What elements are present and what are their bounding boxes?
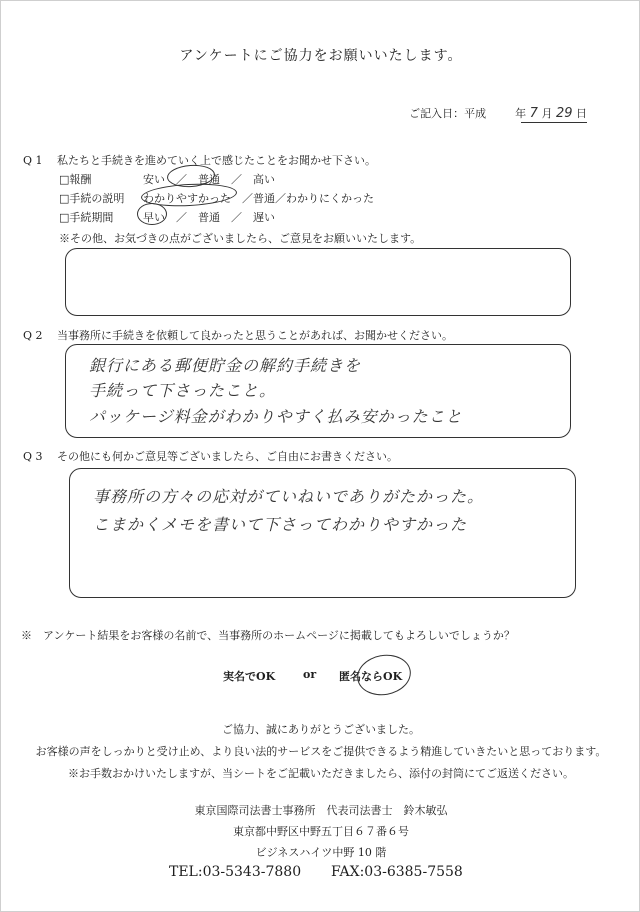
thanks-line: ご協力、誠にありがとうございました。	[222, 723, 420, 736]
option-anonymous[interactable]: 匿名ならOK	[339, 670, 403, 683]
q1-note: ※その他、お気づきの点がございましたら、ご意見をお願いいたします。	[59, 232, 422, 245]
q1-row-period	[59, 209, 275, 225]
q3-answer-line: こまかくメモを書いて下さってわかりやすかった	[93, 515, 468, 534]
q1-row-fee-name: □報酬	[59, 173, 92, 186]
thanks-line: お客様の声をしっかりと受け止め、より良い法的サービスをご提供できるよう精進していきたいと思っております。	[35, 745, 607, 758]
thanks-line: ※お手数おかけいたしますが、当シートをご記載いただきましたら、添付の封筒にてご返送ください。	[68, 767, 574, 780]
date-day-unit: 日	[576, 107, 587, 120]
q2-label: Q 2	[23, 329, 43, 342]
entry-date	[409, 105, 587, 121]
q1-comment-box[interactable]	[65, 248, 571, 316]
consent-answer-circle	[354, 651, 414, 700]
q1-row-period-options: 早い ／ 普通 ／ 遅い	[143, 211, 275, 224]
q1-text: 私たちと手続きを進めていく上で感じたことをお聞かせ下さい。	[57, 154, 376, 167]
option-real-name[interactable]: 実名でOK	[223, 670, 276, 683]
date-day: 29	[555, 106, 573, 121]
q2-answer-line: パッケージ料金がわかりやすく払み安かったこと	[89, 407, 463, 426]
q1-row-explanation-name: □手続の説明	[59, 192, 125, 205]
q3-question	[23, 448, 398, 464]
q2-answer-line: 手続って下さったこと。	[89, 381, 277, 400]
office-name: 東京国際司法書士事務所 代表司法書士 鈴木敏弘	[194, 804, 448, 817]
office-address: 東京都中野区中野五丁目６７番６号	[233, 825, 409, 838]
page-title: アンケートにご協力をお願いいたします。	[179, 48, 463, 64]
q1-label: Q 1	[23, 154, 43, 167]
q3-answer-line: 事務所の方々の応対がていねいでありがたかった。	[93, 487, 485, 506]
consent-question: ※ アンケート結果をお客様の名前で、当事務所のホームページに掲載してもよろしいでしょうか？	[21, 629, 515, 642]
office-fax: FAX:03-6385-7558	[331, 864, 463, 880]
q2-answer-line: 銀行にある郵便貯金の解約手続きを	[89, 356, 362, 375]
q1-row-fee-options: 安い ／ 普通 ／ 高い	[143, 173, 275, 186]
office-building: ビジネスハイツ中野 10 階	[255, 846, 387, 859]
date-month: 7	[529, 106, 538, 121]
q3-label: Q 3	[23, 450, 43, 463]
q2-text: 当事務所に手続きを依頼して良かったと思うことがあれば、お聞かせください。	[57, 329, 453, 342]
q1-row-period-name: □手続期間	[59, 211, 114, 224]
q2-question	[23, 327, 453, 343]
office-tel[interactable]: TEL:03-5343-7880	[169, 864, 302, 880]
q1-row-explanation-options: わかりやすかった ／普通／わかりにくかった	[143, 192, 374, 205]
option-or: or	[303, 668, 317, 681]
q3-text: その他にも何かご意見等ございましたら、ご自由にお書きください。	[57, 450, 398, 463]
q1-period-answer-circle	[137, 203, 167, 225]
date-month-unit: 月	[541, 107, 553, 120]
date-label: ご記入日：平成	[409, 107, 487, 120]
date-year-unit: 年	[515, 107, 527, 120]
